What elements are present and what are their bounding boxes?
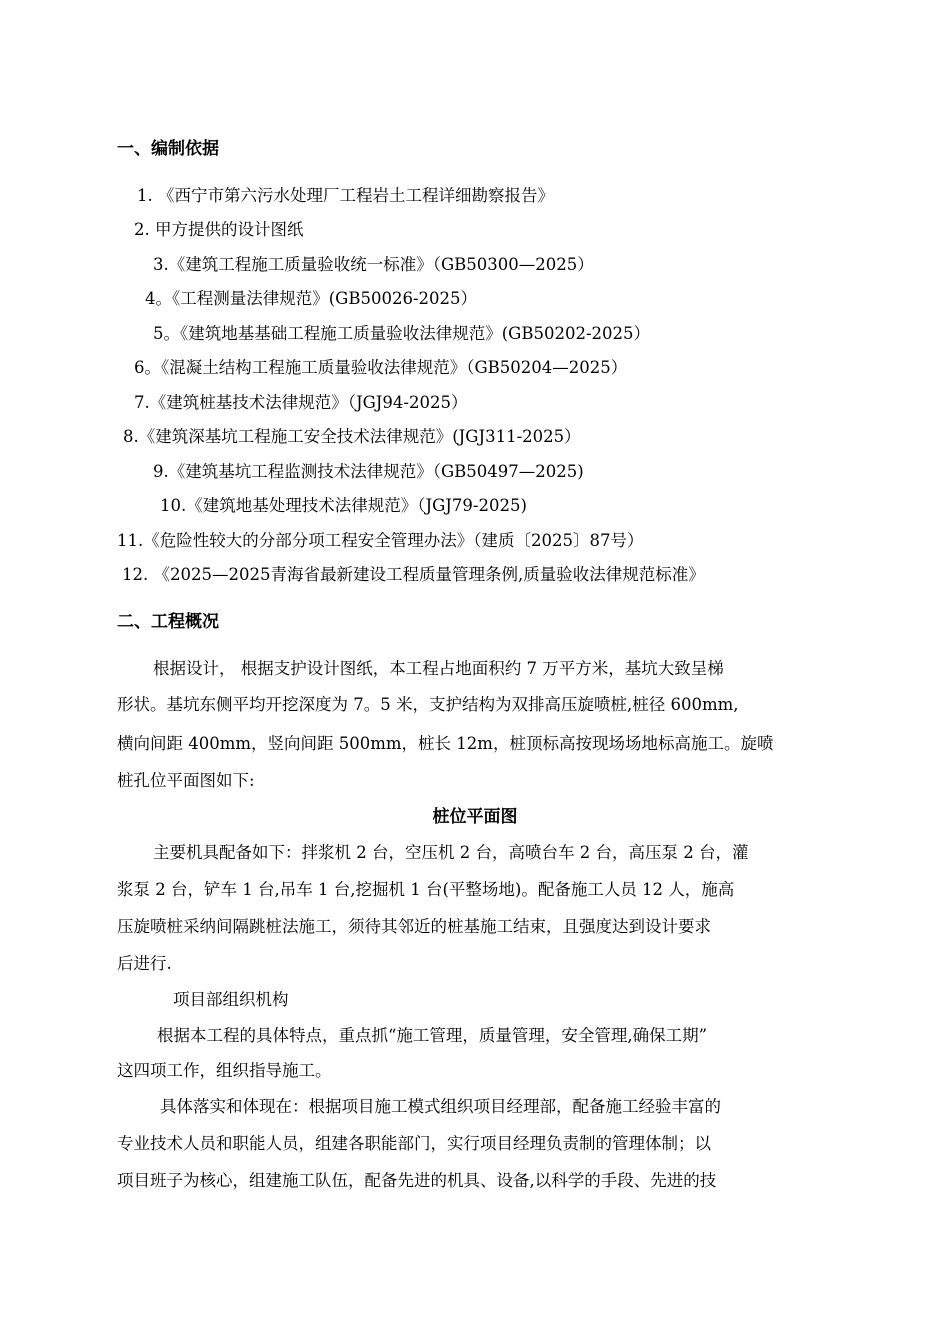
reference-item: 7.《建筑桩基技术法律规范》（JGJ94-2025） <box>134 393 468 412</box>
paragraph-line: 桩孔位平面图如下: <box>117 771 255 790</box>
paragraph-line: 具体落实和体现在：根据项目施工模式组织项目经理部，配备施工经验丰富的 <box>160 1097 721 1116</box>
org-heading: 项目部组织机构 <box>173 990 289 1009</box>
reference-item: 4。《工程测量法律规范》(GB50026-2025） <box>145 289 478 308</box>
reference-item: 5。《建筑地基基础工程施工质量验收法律规范》(GB50202-2025） <box>153 324 651 343</box>
paragraph-line: 专业技术人员和职能人员，组建各职能部门，实行项目经理负责制的管理体制；以 <box>117 1134 711 1153</box>
section1-heading: 一、编制依据 <box>117 139 219 159</box>
paragraph-line: 形状。基坑东侧平均开挖深度为 7。5 米，支护结构为双排高压旋喷桩,桩径 600mm, <box>117 695 739 714</box>
figure-caption: 桩位平面图 <box>432 807 518 827</box>
paragraph-line: 主要机具配备如下：拌浆机 2 台，空压机 2 台，高喷台车 2 台，高压泵 2 台，灌 <box>153 843 749 862</box>
reference-item: 10.《建筑地基处理技术法律规范》（JGJ79-2025) <box>160 496 527 515</box>
reference-item: 12. 《2025—2025青海省最新建设工程质量管理条例,质量验收法律规范标准》 <box>122 565 705 584</box>
reference-item: 8.《建筑深基坑工程施工安全技术法律规范》(JGJ311-2025） <box>123 427 581 446</box>
reference-item: 2. 甲方提供的设计图纸 <box>134 220 304 239</box>
paragraph-line: 浆泵 2 台，铲车 1 台,吊车 1 台,挖掘机 1 台(平整场地)。配备施工人员 12 人，施高 <box>117 880 735 899</box>
paragraph-line: 后进行. <box>117 954 172 973</box>
paragraph-line: 这四项工作，组织指导施工。 <box>117 1061 332 1080</box>
reference-item: 3.《建筑工程施工质量验收统一标准》（GB50300—2025） <box>153 255 594 274</box>
paragraph-line: 横向间距 400mm，竖向间距 500mm，桩长 12m，桩顶标高按现场场地标高施工。旋喷 <box>117 734 774 753</box>
section2-heading: 二、工程概况 <box>117 612 219 632</box>
paragraph-line: 根据本工程的具体特点，重点抓“施工管理，质量管理，安全管理,确保工期” <box>157 1026 708 1045</box>
reference-item: 6。《混凝土结构工程施工质量验收法律规范》（GB50204—2025） <box>134 358 628 377</box>
reference-item: 11.《危险性较大的分部分项工程安全管理办法》（建质〔2025〕87号） <box>117 531 644 550</box>
reference-item: 9.《建筑基坑工程监测技术法律规范》（GB50497—2025) <box>153 462 584 481</box>
reference-item: 1. 《西宁市第六污水处理厂工程岩土工程详细勘察报告》 <box>137 186 554 205</box>
paragraph-line: 项目班子为核心，组建施工队伍，配备先进的机具、设备,以科学的手段、先进的技 <box>117 1171 717 1190</box>
paragraph-line: 压旋喷桩采纳间隔跳桩法施工，须待其邻近的桩基施工结束，且强度达到设计要求 <box>117 917 711 936</box>
paragraph-line: 根据设计， 根据支护设计图纸，本工程占地面积约 7 万平方米，基坑大致呈梯 <box>153 659 724 678</box>
